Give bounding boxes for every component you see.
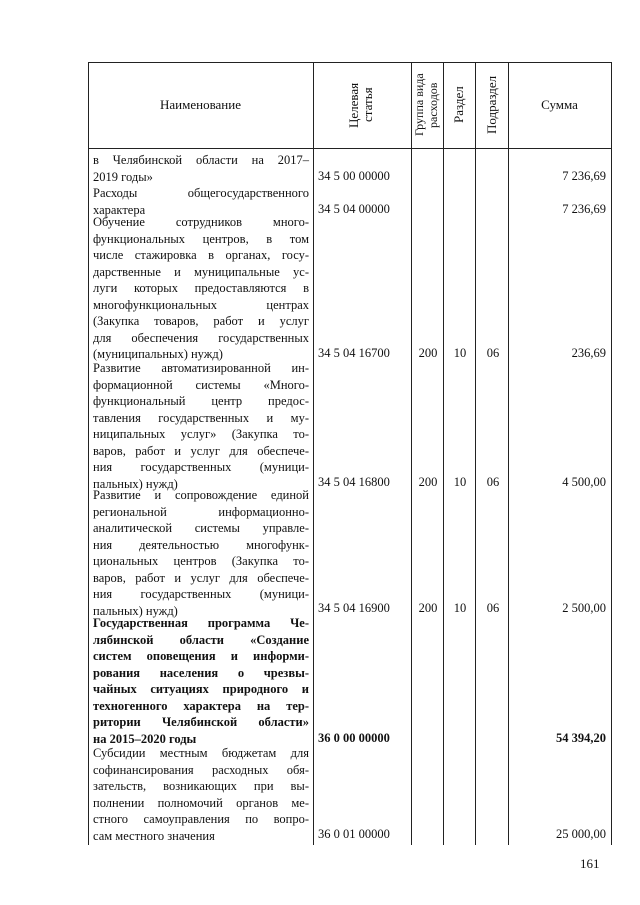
row-name-line: Государственная программа Че- [93, 616, 309, 630]
column-border [508, 62, 509, 845]
row-name-line: ния государственных (муници- [93, 460, 309, 474]
row-sum: 2 500,00 [562, 601, 606, 615]
header-code [313, 62, 411, 148]
row-name-line: аналитической системы управле- [93, 521, 309, 535]
row-name-line: луги которых предоставляются в [93, 281, 309, 295]
row-sum: 7 236,69 [562, 169, 606, 183]
column-border [88, 62, 89, 845]
row-name-line: полнении полномочий органов ме- [93, 795, 309, 810]
row-sum: 54 394,20 [556, 731, 606, 745]
row-sum: 25 000,00 [556, 827, 606, 841]
header-name-text: Наименование [160, 97, 241, 112]
header-name [88, 62, 313, 148]
row-code: 34 5 04 16700 [318, 346, 390, 360]
row-name-line: на 2015–2020 годы [93, 731, 197, 746]
row-code: 34 5 00 00000 [318, 169, 390, 183]
row-name-line: софинансирования расходных обя- [93, 762, 309, 777]
row-name-line: чайных ситуациях природного и [93, 682, 309, 696]
row-name-line: систем оповещения и информи- [93, 649, 309, 663]
row-name-line: дарственные и муниципальные ус- [93, 264, 309, 279]
header-sum-text: Сумма [541, 97, 578, 112]
row-name-line: числе стажировка в органах, госу- [93, 248, 309, 262]
row-code: 36 0 01 00000 [318, 827, 390, 841]
row-name-line: (Закупка товаров, работ и услуг [93, 314, 309, 328]
row-name [93, 360, 309, 492]
row-name-line: многофункциональных центрах [93, 297, 309, 312]
header-sum [508, 62, 611, 148]
row-section: 10 [453, 475, 467, 489]
row-sum: 4 500,00 [562, 475, 606, 489]
row-subsection: 06 [486, 346, 500, 360]
header-subsection [475, 62, 508, 148]
row-name-line: ния деятельностью многофунк- [93, 537, 309, 552]
row-name-line: функциональных центров, в том [93, 231, 309, 246]
row-name-line: Развитие и сопровождение единой [93, 488, 309, 502]
row-name-line: пальных) нужд) [93, 476, 178, 491]
row-name-line: Субсидии местным бюджетам для [93, 746, 309, 760]
header-group-text: Группа вида расходов [412, 73, 440, 137]
row-code: 34 5 04 00000 [318, 202, 390, 216]
column-border [411, 62, 412, 845]
row-name-line: ния государственных (муници- [93, 587, 309, 601]
table-header-bottom-border [88, 148, 611, 149]
row-name-line: 2019 годы» [93, 169, 153, 184]
row-code: 34 5 04 16800 [318, 475, 390, 489]
row-name-line: Расходы общегосударственного [93, 186, 309, 200]
row-name-line: стного самоуправления по вопро- [93, 812, 309, 826]
row-name-line: (муниципальных) нужд) [93, 347, 223, 361]
row-subsection: 06 [486, 475, 500, 489]
row-name-line: ниципальных услуг» (Закупка то- [93, 427, 309, 441]
row-name [93, 152, 309, 185]
row-name-line: характера [93, 202, 146, 217]
row-section: 10 [453, 601, 467, 615]
row-name [93, 214, 309, 363]
column-border [443, 62, 444, 845]
header-subsection-text: Подраздел [483, 75, 499, 135]
row-sum: 7 236,69 [562, 202, 606, 216]
row-name-line: Обучение сотрудников много- [93, 215, 309, 229]
row-name [93, 745, 309, 844]
row-subsection: 06 [486, 601, 500, 615]
row-name-line: варов, работ и услуг для обеспече- [93, 570, 309, 585]
column-border [475, 62, 476, 845]
row-name-line: циональных центров (Закупка то- [93, 554, 309, 568]
row-code: 36 0 00 00000 [318, 731, 390, 745]
row-name-line: сам местного значения [93, 828, 215, 843]
row-name-line: тавления государственных и му- [93, 410, 309, 425]
row-name-line: ритории Челябинской области» [93, 715, 309, 729]
row-name-line: Развитие автоматизированной ин- [93, 361, 309, 375]
row-name-line: региональной информационно- [93, 504, 309, 519]
header-code-text: Целевая статья [346, 82, 375, 128]
row-name [93, 487, 309, 619]
row-name-line: лябинской области «Создание [93, 632, 309, 647]
row-name-line: рования населения о чрезвы- [93, 665, 309, 680]
row-name-line: пальных) нужд) [93, 603, 178, 618]
row-code: 34 5 04 16900 [318, 601, 390, 615]
header-group [411, 62, 443, 148]
row-group: 200 [418, 475, 438, 489]
row-section: 10 [453, 346, 467, 360]
row-name-line: для обеспечения государственных [93, 330, 309, 345]
row-name-line: функциональный центр предос- [93, 394, 309, 408]
page-number: 161 [580, 856, 600, 871]
row-name-line: формационной системы «Много- [93, 377, 309, 392]
header-section [443, 62, 475, 148]
column-border [611, 62, 612, 845]
row-group: 200 [418, 346, 438, 360]
row-name-line: техногенного характера на тер- [93, 698, 309, 713]
row-name [93, 615, 309, 747]
column-border [313, 62, 314, 845]
row-group: 200 [418, 601, 438, 615]
header-section-text: Раздел [451, 86, 466, 124]
row-name-line: в Челябинской области на 2017– [93, 153, 309, 167]
row-name-line: зательств, возникающих при вы- [93, 779, 309, 793]
row-sum: 236,69 [571, 346, 606, 360]
row-name-line: варов, работ и услуг для обеспече- [93, 443, 309, 458]
